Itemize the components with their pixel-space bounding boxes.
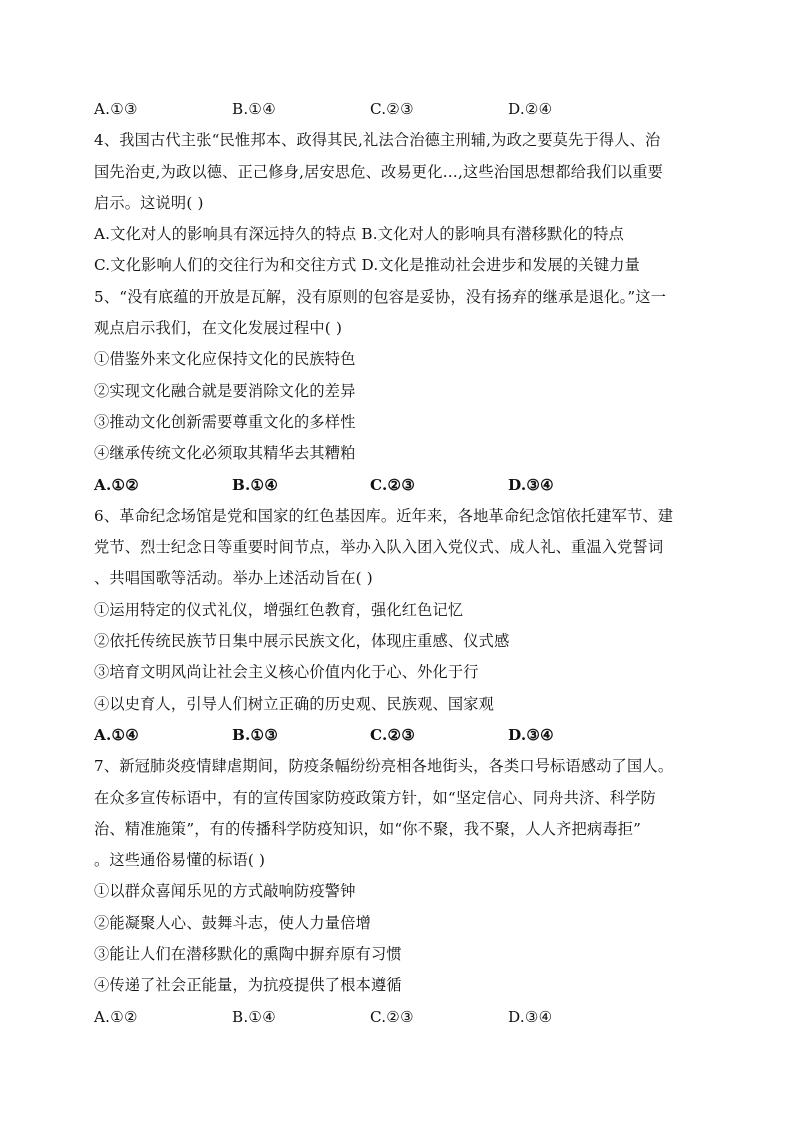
- q5-stem-line: 5、“没有底蕴的开放是瓦解，没有原则的包容是妥协，没有扬弃的继承是退化。”这一: [94, 287, 667, 306]
- q7-stem-line: 在众多宣传标语中，有的宣传国家防疫政策方针，如“坚定信心、同舟共济、科学防: [94, 788, 656, 807]
- q7-statement: ④传递了社会正能量，为抗疫提供了根本遵循: [94, 976, 402, 995]
- q6-stem-line: 、共唱国歌等活动。举办上述活动旨在( ): [94, 569, 373, 588]
- question-4: [94, 125, 700, 281]
- q5-option-a: A.①②: [94, 475, 140, 494]
- q6-option-d: D.③④: [508, 725, 554, 744]
- q6-option-c: C.②③: [370, 725, 416, 744]
- q4-option-line-cd: C.文化影响人们的交往行为和交往方式 D.文化是推动社会进步和发展的关键力量: [94, 256, 640, 275]
- q5-stem-line: 观点启示我们，在文化发展过程中( ): [94, 319, 343, 338]
- q7-stem-line: 治、精准施策”，有的传播科学防疫知识，如“你不聚，我不聚，人人齐把病毒拒”: [94, 819, 642, 838]
- q7-stem-line: 7、新冠肺炎疫情肆虐期间，防疫条幅纷纷亮相各地街头，各类口号标语感动了国人。: [94, 757, 674, 776]
- q5-option-c: C.②③: [370, 475, 416, 494]
- q5-statement: ②实现文化融合就是要消除文化的差异: [94, 381, 356, 400]
- q3-option-a: A.①③: [94, 100, 138, 118]
- q7-options: [94, 1002, 700, 1033]
- q4-stem-line: 启示。这说明( ): [94, 193, 204, 212]
- q6-option-a: A.①④: [94, 725, 140, 744]
- q6-stem-line: 党节、烈士纪念日等重要时间节点，举办入队入团入党仪式、成人礼、重温入党誓词: [94, 538, 664, 557]
- q6-statement: ③培育文明风尚让社会主义核心价值内化于心、外化于行: [94, 663, 479, 682]
- q5-option-d: D.③④: [508, 475, 554, 494]
- question-5: [94, 282, 700, 501]
- q3-option-c: C.②③: [370, 100, 414, 118]
- q5-statement: ③推动文化创新需要尊重文化的多样性: [94, 412, 356, 431]
- q7-option-b: B.①④: [232, 1007, 277, 1026]
- q6-statement: ④以史育人，引导人们树立正确的历史观、民族观、国家观: [94, 694, 495, 713]
- q5-statement: ④继承传统文化必须取其精华去其糟粕: [94, 444, 356, 463]
- q3-options: [94, 94, 700, 125]
- q3-option-d: D.②④: [508, 100, 553, 118]
- q6-option-b: B.①③: [232, 725, 279, 744]
- q7-statement: ②能凝聚人心、鼓舞斗志，使人力量倍增: [94, 913, 371, 932]
- q4-stem-line: 4、我国古代主张“民惟邦本、政得其民,礼法合治德主刑辅,为政之要莫先于得人、治: [94, 131, 661, 150]
- q6-statement: ①运用特定的仪式礼仪，增强红色教育，强化红色记忆: [94, 600, 464, 619]
- q5-options: [94, 470, 700, 501]
- question-7: [94, 751, 700, 1033]
- q4-stem-line: 国先治吏,为政以德、正己修身,居安思危、改易更化…,这些治国思想都给我们以重要: [94, 162, 664, 181]
- q5-option-b: B.①④: [232, 475, 279, 494]
- q7-stem-line: 。这些通俗易懂的标语( ): [94, 851, 266, 870]
- page-content: [94, 94, 700, 1033]
- q6-statement: ②依托传统民族节日集中展示民族文化，体现庄重感、仪式感: [94, 632, 510, 651]
- q6-options: [94, 720, 700, 751]
- q7-statement: ③能让人们在潜移默化的熏陶中摒弃原有习惯: [94, 945, 402, 964]
- q6-stem-line: 6、革命纪念场馆是党和国家的红色基因库。近年来，各地革命纪念馆依托建军节、建: [94, 506, 674, 525]
- q5-statement: ①借鉴外来文化应保持文化的民族特色: [94, 350, 356, 369]
- q7-statement: ①以群众喜闻乐见的方式敲响防疫警钟: [94, 882, 356, 901]
- question-6: [94, 501, 700, 751]
- q4-option-line-ab: A.文化对人的影响具有深远持久的特点 B.文化对人的影响具有潜移默化的特点: [94, 225, 625, 244]
- q7-option-c: C.②③: [370, 1007, 414, 1026]
- q7-option-d: D.③④: [508, 1007, 553, 1026]
- q3-option-b: B.①④: [232, 100, 277, 118]
- q7-option-a: A.①②: [94, 1007, 138, 1026]
